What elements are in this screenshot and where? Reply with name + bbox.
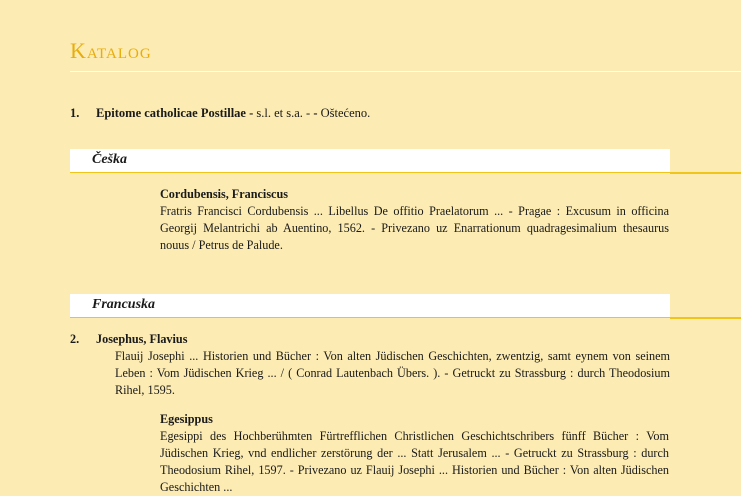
- catalog-entry-1: [70, 106, 370, 121]
- entry-number: 2.: [70, 332, 80, 346]
- section-rule: [670, 317, 741, 319]
- entry-title: Epitome catholicae Postillae -: [96, 106, 254, 120]
- entry-author: Josephus, Flavius: [96, 332, 188, 346]
- entry-description: Egesippi des Hochberühmten Fürtrefflichen Christlichen Geschichtschribers fünff Bücher : Vom Jüdischen Krieg, vnd endlicher zerstörung der ... Statt Jerusalem ... - Getruckt zu Strassburg : durch Theodosium Rihel, 1597. - Privezano uz Flauij Josephi ... Historien und Bücher : Von alten Jüdischen Geschichten ...: [160, 429, 669, 494]
- entry-description: Flauij Josephi ... Historien und Bücher : Von alten Jüdischen Geschichten, zwentzig, samt eynem von seinem Leben : Vom Jüdischen Krieg ... / ( Conrad Lautenbach Übers. ). - Getruckt zu Strassburg : durch Theodosium Rihel, 1595.: [115, 349, 670, 397]
- entry-author-line: [70, 331, 670, 348]
- entry-dash: -: [313, 106, 318, 120]
- heading-divider: [70, 71, 741, 72]
- entry-status: Oštećeno.: [317, 106, 371, 120]
- section-header-ceska: [70, 149, 670, 173]
- entry-number: 1.: [70, 106, 80, 120]
- entry-imprint: s.l. et s.a. -: [253, 106, 314, 120]
- catalog-entry-egesippus: [160, 411, 669, 496]
- entry-author: Cordubensis, Franciscus: [160, 187, 288, 201]
- catalog-entry-cordubensis: [160, 186, 669, 254]
- section-label: Francuska: [92, 297, 156, 312]
- section-rule: [670, 172, 741, 174]
- entry-author: Egesippus: [160, 412, 213, 426]
- catalog-heading: Katalog: [70, 38, 152, 63]
- catalog-entry-2: [70, 331, 670, 399]
- entry-description: Fratris Francisci Cordubensis ... Libellus De offitio Praelatorum ... - Pragae : Excusum in officina Georgij Melantrichi ab Auentino, 1562. - Privezano uz Enarrationum quadragesimalium thesaurus nouus / Petrus de Palude.: [160, 204, 669, 252]
- section-label: Češka: [92, 152, 127, 167]
- section-header-francuska: [70, 294, 670, 318]
